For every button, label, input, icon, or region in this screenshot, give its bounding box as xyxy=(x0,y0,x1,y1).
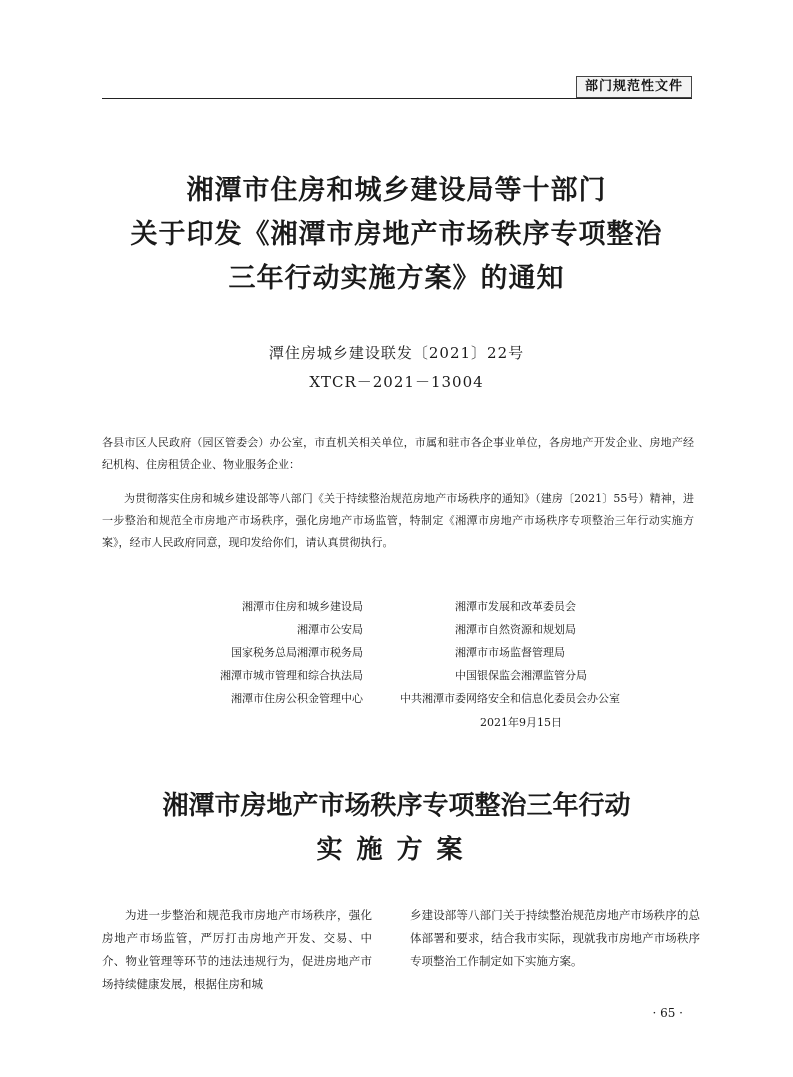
signatory-right: 湘潭市自然资源和规划局 xyxy=(455,623,576,636)
document-number: 潭住房城乡建设联发〔2021〕22号 xyxy=(268,344,525,362)
intro-column-right: 乡建设部等八部门关于持续整治规范房地产市场秩序的总体部署和要求，结合我市实际，现就我市房地产市场秩序专项整治工作制定如下实施方案。 xyxy=(410,908,700,968)
signatory-right: 湘潭市发展和改革委员会 xyxy=(455,600,576,613)
signatory-left: 湘潭市城市管理和综合执法局 xyxy=(220,669,363,682)
notice-title-line-1: 湘潭市住房和城乡建设局等十部门 xyxy=(186,175,607,206)
section-category-tag: 部门规范性文件 xyxy=(576,76,692,98)
signatory-right: 湘潭市市场监督管理局 xyxy=(455,646,565,659)
document-code: XTCR－2021－13004 xyxy=(309,373,484,391)
notice-title-line-3: 三年行动实施方案》的通知 xyxy=(228,263,565,294)
plan-title-line-1: 湘潭市房地产市场秩序专项整治三年行动 xyxy=(162,791,631,821)
intro-column-left: 为进一步整治和规范我市房地产市场秩序，强化房地产市场监管，严厉打击房地产开发、交易、中介、物业管理等环节的违法违规行为，促进房地产市场持续健康发展，根据住房和城 xyxy=(102,908,372,991)
addressees-paragraph: 各县市区人民政府（园区管委会）办公室，市直机关相关单位，市属和驻市各企事业单位，各房地产开发企业、房地产经纪机构、住房租赁企业、物业服务企业： xyxy=(102,436,694,471)
signatory-right: 中国银保监会湘潭监管分局 xyxy=(455,669,587,682)
signatory-left: 湘潭市住房和城乡建设局 xyxy=(242,600,363,613)
header-divider xyxy=(102,98,692,99)
notice-body-paragraph: 为贯彻落实住房和城乡建设部等八部门《关于持续整治规范房地产市场秩序的通知》（建房〔2021〕55号）精神，进一步整治和规范全市房地产市场秩序，强化房地产市场监管，特制定《湘潭市房地产市场秩序专项整治三年行动实施方案》，经市人民政府同意，现印发给你们，请认真贯彻执行。 xyxy=(102,492,694,549)
notice-title-line-2: 关于印发《湘潭市房地产市场秩序专项整治 xyxy=(130,219,663,250)
plan-title-line-2: 实施方案 xyxy=(316,835,477,865)
signatory-left: 湘潭市住房公积金管理中心 xyxy=(231,692,363,705)
signatory-right: 中共湘潭市委网络安全和信息化委员会办公室 xyxy=(400,692,620,705)
issue-date: 2021年9月15日 xyxy=(480,716,562,729)
page-number: · 65 · xyxy=(652,1006,683,1020)
signatory-left: 湘潭市公安局 xyxy=(297,623,363,636)
signatory-left: 国家税务总局湘潭市税务局 xyxy=(231,646,363,659)
